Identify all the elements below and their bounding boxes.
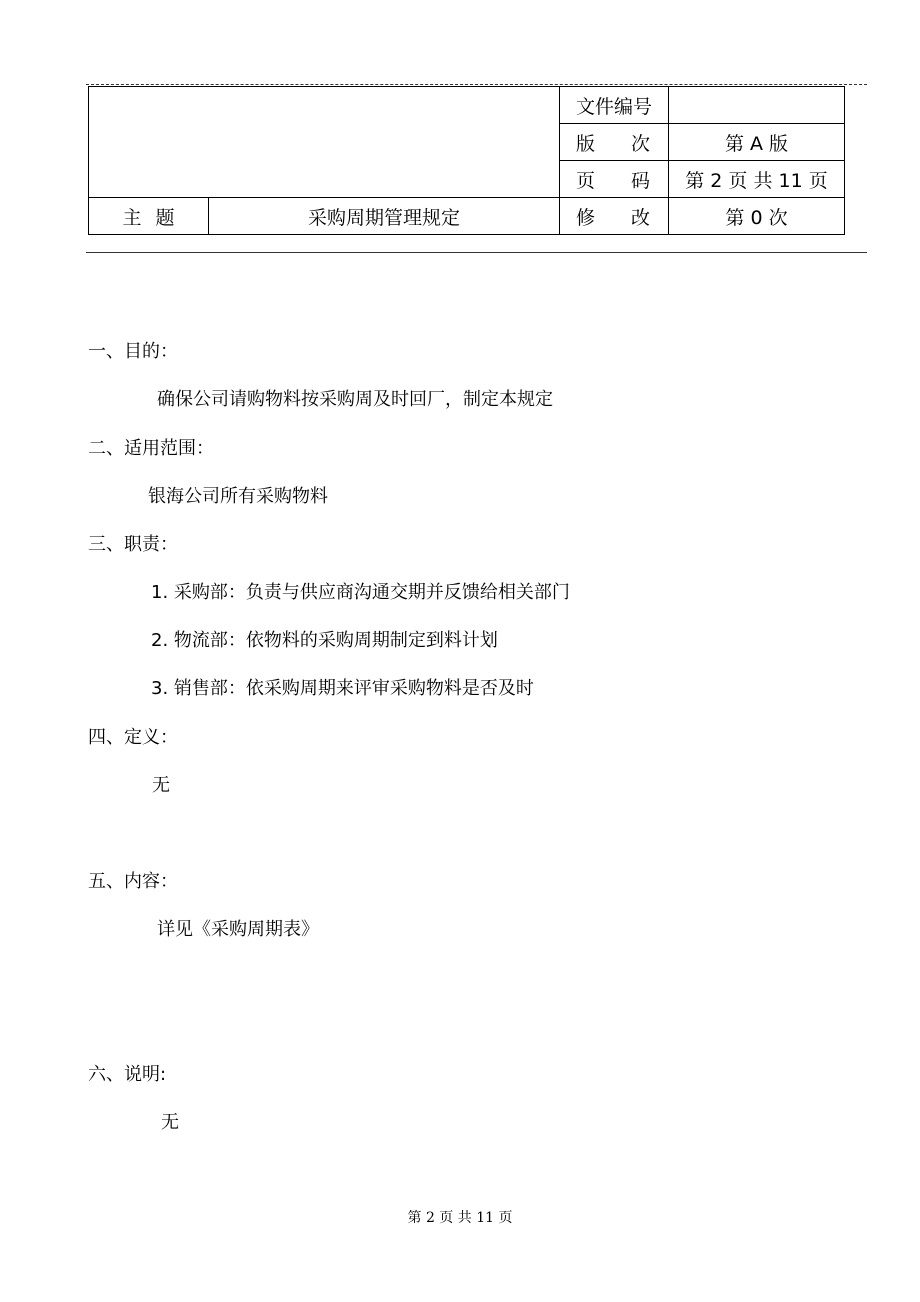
section-purpose-title: 一、目的： (88, 341, 178, 362)
revision-value: 第 0 次 (669, 198, 845, 235)
version-value: 第 A 版 (669, 124, 845, 161)
duty-item-sales: 3. 销售部：依采购周期来评审采购物料是否及时 (151, 678, 534, 699)
section-content-title: 五、内容： (88, 871, 178, 892)
header-bottom-rule (86, 252, 867, 253)
section-definition-text: 无 (152, 775, 170, 796)
section-notes-text: 无 (161, 1112, 179, 1133)
version-label-cell (560, 124, 669, 161)
subject-label: 主题 (89, 198, 209, 235)
duty-item-purchasing: 1. 采购部：负责与供应商沟通交期并反馈给相关部门 (151, 582, 570, 603)
section-notes-title: 六、说明: (88, 1064, 167, 1085)
page-label-cell (560, 161, 669, 198)
section-scope-title: 二、适用范围： (88, 438, 214, 459)
section-content-text: 详见《采购周期表》 (157, 919, 319, 940)
duty-item-logistics: 2. 物流部：依物料的采购周期制定到料计划 (151, 630, 498, 651)
doc-no-value (669, 87, 845, 124)
section-scope-text: 银海公司所有采购物料 (148, 486, 328, 507)
section-purpose-text: 确保公司请购物料按采购周及时回厂，制定本规定 (157, 389, 553, 410)
page-footer: 第 2 页 共 11 页 (407, 1210, 513, 1226)
section-duty-title: 三、职责： (88, 534, 178, 555)
page-value: 第 2 页 共 11 页 (669, 161, 845, 198)
revision-label-b: 改 (630, 206, 650, 229)
revision-label-a: 修 (576, 206, 596, 229)
header-top-rule (86, 84, 867, 85)
section-definition-title: 四、定义： (88, 727, 178, 748)
version-label-a: 版 (576, 132, 596, 155)
doc-no-label: 文件编号 (560, 87, 669, 124)
version-label-b: 次 (630, 132, 650, 155)
page-label-b: 码 (630, 169, 650, 192)
header-logo-cell (89, 87, 560, 198)
page-label-a: 页 (576, 169, 596, 192)
header-table (88, 86, 845, 235)
revision-label-cell (560, 198, 669, 235)
subject-value: 采购周期管理规定 (209, 198, 560, 235)
